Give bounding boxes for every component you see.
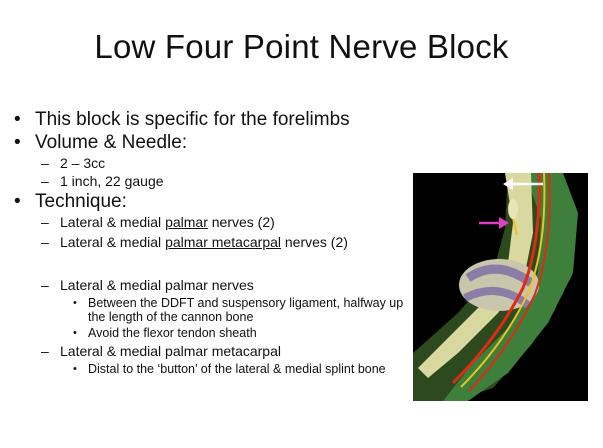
note-ddft: • Between the DDFT and suspensory ligament, halfway up the length of the cannon bone xyxy=(14,296,414,324)
sub-volume: – 2 – 3cc xyxy=(14,154,414,172)
note-flexor-sheath: • Avoid the flexor tendon sheath xyxy=(14,326,414,340)
underlined-term: palmar metacarpal xyxy=(165,234,281,250)
bullet-forelimbs: • This block is specific for the forelimbs xyxy=(14,108,414,131)
bullet-volume-needle: • Volume & Needle: xyxy=(14,131,414,154)
text-segment: nerves (2) xyxy=(281,234,348,250)
sub-palmar-nerves xyxy=(14,213,414,231)
sub-palmar-metacarpal-nerves xyxy=(14,233,414,251)
limb-anatomy-image xyxy=(413,173,588,401)
bullet-technique: • Technique: xyxy=(14,190,414,213)
bullet-list xyxy=(14,108,414,376)
text-segment: Lateral & medial xyxy=(60,214,166,230)
note-splint-bone: • Distal to the ‘button’ of the lateral & medial splint bone xyxy=(14,362,414,376)
underlined-term: palmar xyxy=(165,214,208,230)
text-segment: nerves (2) xyxy=(207,214,275,230)
sub-needle: – 1 inch, 22 gauge xyxy=(14,172,414,190)
limb-illustration xyxy=(413,173,588,401)
text-segment: Lateral & medial xyxy=(60,234,166,250)
sub-palmar-metacarpal-detail: – Lateral & medial palmar metacarpal xyxy=(14,342,414,360)
slide-title: Low Four Point Nerve Block xyxy=(94,28,509,65)
sub-palmar-nerves-detail: – Lateral & medial palmar nerves xyxy=(14,276,414,294)
splint-bone-button xyxy=(508,199,518,219)
